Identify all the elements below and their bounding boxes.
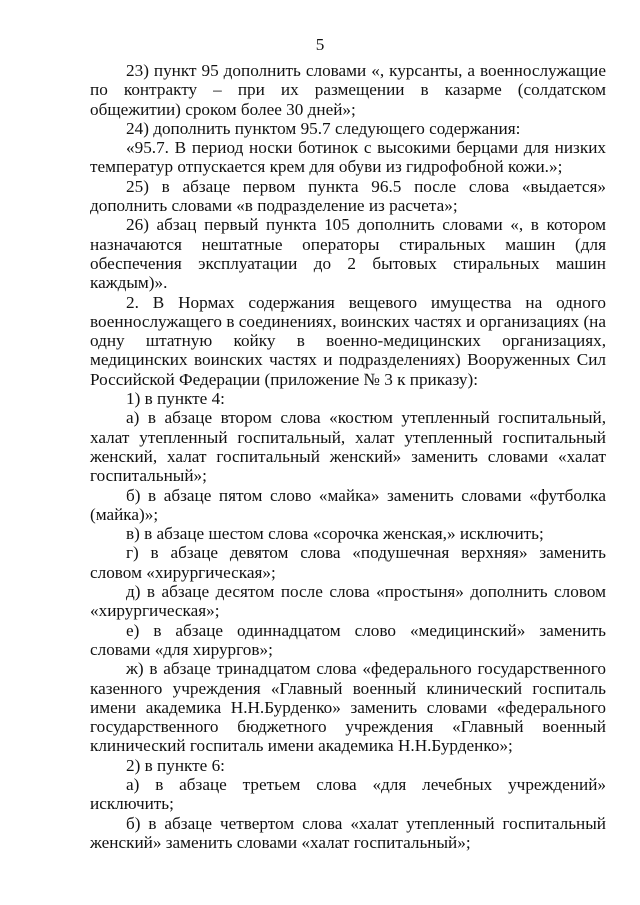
page-number: 5 <box>315 35 325 54</box>
item-1-heading: 1) в пункте 4: <box>126 389 225 409</box>
paragraph-26: 26) абзац первый пункта 105 дополнить словами «, в котором назначаются нештатные операторы стиральных машин (для обеспечения эксплуатации до 2 бытовых стиральных машин каждым)». <box>90 215 606 293</box>
item-2-heading: 2) в пункте 6: <box>126 755 225 775</box>
item-2-subitem-a: а) в абзаце третьем слова «для лечебных учреждений» исключить; <box>90 774 606 814</box>
subitem-a: а) в абзаце втором слова «костюм утепленный госпитальный, халат утепленный госпитальный, халат утепленный госпитальный женский, халат госпитальный женский» заменить словами «халат госпитальный»; <box>90 408 606 486</box>
paragraph-95-7: «95.7. В период носки ботинок с высокими берцами для низких температур отпускается крем для обуви из гидрофобной кожи.»; <box>90 138 606 177</box>
item-2-subitem-b: б) в абзаце четвертом слова «халат утепленный госпитальный женский» заменить словами «халат госпитальный»; <box>90 813 606 852</box>
paragraph-24: 24) дополнить пунктом 95.7 следующего содержания: <box>126 118 521 138</box>
paragraph-25: 25) в абзаце первом пункта 96.5 после слова «выдается» дополнить словами «в подразделение из расчета»; <box>90 176 606 216</box>
subitem-v: в) в абзаце шестом слова «сорочка женская,» исключить; <box>126 524 544 544</box>
subitem-e: е) в абзаце одиннадцатом слово «медицинский» заменить словами «для хирургов»; <box>90 620 606 659</box>
section-2-intro: 2. В Нормах содержания вещевого имущества на одного военнослужащего в соединениях, воинских частях и организациях (на одну штатную койку в военно-медицинских организациях, медицинских воинских частях и подразделениях) Вооруженных Сил Российской Федерации (приложение № 3 к приказу): <box>90 292 606 389</box>
subitem-zh: ж) в абзаце тринадцатом слова «федерального государственного казенного учреждения «Главный военный клинический госпиталь имени академика Н.Н.Бурденко» заменить словами «федерального государственного бюджетного учреждения «Главный военный клинический госпиталь имени академика Н.Н.Бурденко»; <box>90 659 606 756</box>
subitem-d: д) в абзаце десятом после слова «простыня» дополнить словом «хирургическая»; <box>90 582 606 621</box>
subitem-b: б) в абзаце пятом слово «майка» заменить словами «футболка (майка)»; <box>90 485 606 524</box>
paragraph-23: 23) пункт 95 дополнить словами «, курсанты, а военнослужащие по контракту – при их размещении в казарме (солдатском общежитии) сроком более 30 дней»; <box>90 61 606 119</box>
subitem-g: г) в абзаце девятом слова «подушечная верхняя» заменить словом «хирургическая»; <box>90 543 606 582</box>
document-body <box>90 61 606 852</box>
